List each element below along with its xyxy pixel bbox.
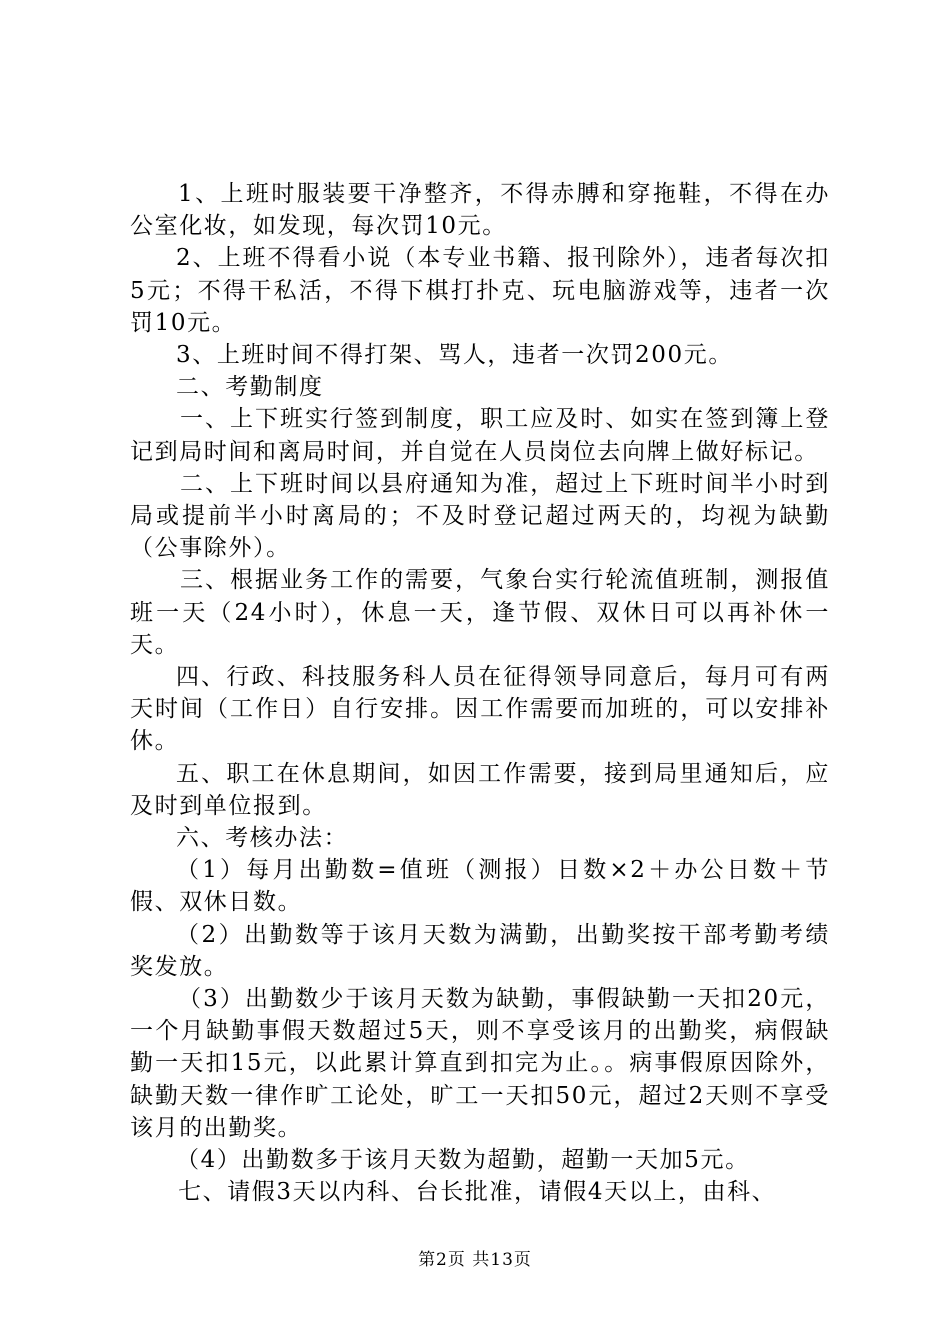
paragraph: 三、根据业务工作的需要，气象台实行轮流值班制，测报值班一天（24小时），休息一天，逢节假、双休日可以再补休一天。 — [130, 567, 830, 658]
paragraph: 2、上班不得看小说（本专业书籍、报刊除外），违者每次扣5元；不得干私活，不得下棋打扑克、玩电脑游戏等，违者一次罚10元。 — [130, 245, 830, 336]
paragraph: 3、上班时间不得打架、骂人，违者一次罚200元。 — [176, 342, 733, 369]
paragraph: （4）出勤数多于该月天数为超勤，超勤一天加5元。 — [176, 1147, 750, 1174]
paragraph: 七、请假3天以内科、台长批准，请假4天以上，由科、 — [178, 1179, 777, 1206]
paragraph: （2）出勤数等于该月天数为满勤，出勤奖按干部考勤考绩奖发放。 — [130, 921, 830, 980]
paragraph: 1、上班时服装要干净整齐，不得赤膊和穿拖鞋，不得在办公室化妆，如发现，每次罚10元。 — [130, 181, 830, 240]
paragraph: （1）每月出勤数=值班（测报）日数×2＋办公日数＋节假、双休日数。 — [130, 857, 830, 916]
paragraph: 四、行政、科技服务科人员在征得领导同意后，每月可有两天时间（工作日）自行安排。因工作需要而加班的，可以安排补休。 — [130, 664, 830, 755]
paragraph: 五、职工在休息期间，如因工作需要，接到局里通知后，应及时到单位报到。 — [130, 760, 830, 819]
paragraph: （3）出勤数少于该月天数为缺勤，事假缺勤一天扣20元，一个月缺勤事假天数超过5天，则不享受该月的出勤奖，病假缺勤一天扣15元，以此累计算直到扣完为止。。病事假原因除外，缺勤天数一律作旷工论处，旷工一天扣50元，超过2天则不享受该月的出勤奖。 — [130, 986, 830, 1141]
paragraph: 二、上下班时间以县府通知为准，超过上下班时间半小时到局或提前半小时离局的；不及时登记超过两天的，均视为缺勤（公事除外）。 — [130, 470, 830, 562]
paragraph: 一、上下班实行签到制度，职工应及时、如实在签到簿上登记到局时间和离局时间，并自觉在人员岗位去向牌上做好标记。 — [130, 406, 830, 465]
document-body — [130, 178, 830, 1209]
page-footer: 第2页 共13页 — [418, 1250, 532, 1270]
paragraph: 二、考勤制度 — [176, 374, 324, 401]
paragraph: 六、考核办法： — [176, 825, 349, 852]
